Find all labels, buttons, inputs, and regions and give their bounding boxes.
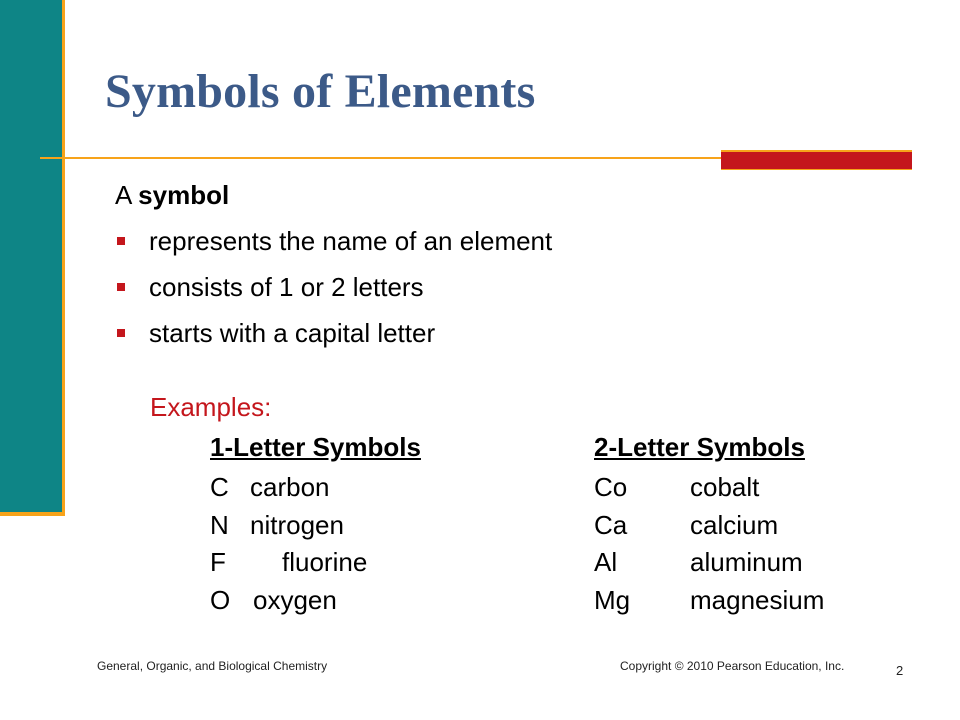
bullet-text: represents the name of an element	[149, 226, 553, 256]
one-letter-symbol: C	[210, 472, 229, 502]
one-letter-name: oxygen	[253, 585, 337, 615]
two-letter-name: magnesium	[690, 585, 825, 615]
intro-line	[115, 180, 229, 211]
two-letter-symbol: Mg	[594, 585, 631, 615]
slide-title: Symbols of Elements	[105, 65, 536, 118]
two-letter-header: 2-Letter Symbols	[594, 432, 805, 462]
intro-term: symbol	[138, 180, 230, 210]
two-letter-name: aluminum	[690, 547, 803, 577]
square-bullet-icon	[117, 237, 125, 245]
two-letter-symbol: Co	[594, 472, 628, 502]
two-letter-name: cobalt	[690, 472, 760, 502]
bullet-list	[115, 224, 552, 362]
square-bullet-icon	[117, 283, 125, 291]
one-letter-symbol: O	[210, 585, 231, 615]
one-letter-symbol: N	[210, 510, 229, 540]
one-letter-header: 1-Letter Symbols	[210, 432, 421, 462]
bullet-item	[115, 316, 552, 362]
bullet-item	[115, 224, 552, 270]
bullet-text: starts with a capital letter	[149, 318, 436, 348]
red-accent-bar	[721, 150, 912, 170]
two-letter-name: calcium	[690, 510, 779, 540]
two-letter-symbol: Al	[594, 547, 618, 577]
page-number: 2	[896, 663, 904, 678]
square-bullet-icon	[117, 329, 125, 337]
bullet-item	[115, 270, 552, 316]
one-letter-name: fluorine	[282, 547, 368, 577]
one-letter-name: carbon	[250, 472, 330, 502]
examples-label: Examples:	[150, 392, 272, 422]
sidebar-decoration	[0, 0, 65, 516]
two-letter-symbol: Ca	[594, 510, 628, 540]
one-letter-name: nitrogen	[250, 510, 344, 540]
footer-copyright: Copyright © 2010 Pearson Education, Inc.	[620, 659, 845, 673]
intro-prefix: A	[115, 180, 131, 210]
bullet-text: consists of 1 or 2 letters	[149, 272, 424, 302]
one-letter-symbol: F	[210, 547, 226, 577]
footer-left: General, Organic, and Biological Chemistry	[97, 659, 328, 673]
